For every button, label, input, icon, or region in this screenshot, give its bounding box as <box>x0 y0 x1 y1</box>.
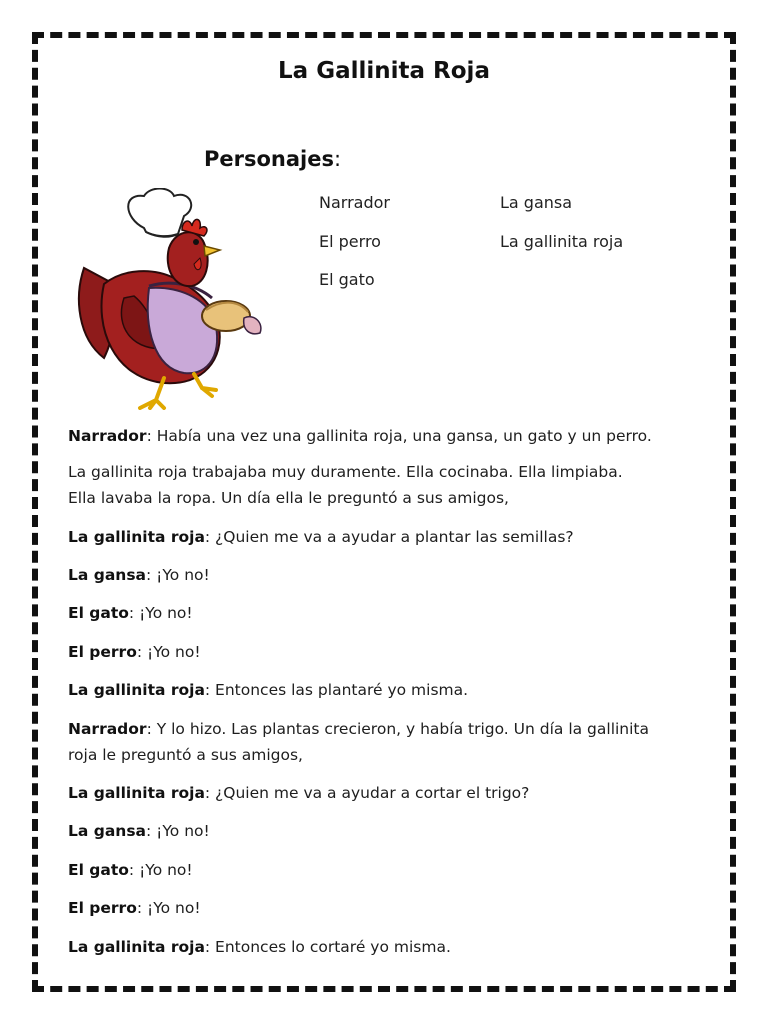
page-title: La Gallinita Roja <box>278 58 490 84</box>
story-line <box>68 717 649 741</box>
speaker-name: La gallinita roja <box>68 938 205 956</box>
characters-heading <box>204 147 341 171</box>
line-text: : ¿Quien me va a ayudar a cortar el trigo? <box>204 784 530 802</box>
line-text: : ¡Yo no! <box>146 822 210 840</box>
line-text: : Había una vez una gallinita roja, una gansa, un gato y un perro. <box>146 427 652 445</box>
line-text: : ¡Yo no! <box>136 643 201 661</box>
characters-heading-text: Personajes <box>204 147 334 171</box>
story-line <box>68 640 201 664</box>
line-text: : Entonces las plantaré yo misma. <box>204 681 469 699</box>
line-text: : ¡Yo no! <box>136 899 201 917</box>
story-line <box>68 678 468 702</box>
line-text: : Entonces lo cortaré yo misma. <box>204 938 451 956</box>
story-line <box>68 424 652 448</box>
story-line <box>68 743 303 767</box>
story-line <box>68 819 210 843</box>
speaker-name: El gato <box>68 604 129 622</box>
story-line <box>68 486 509 510</box>
speaker-name: El perro <box>68 899 137 917</box>
line-text: roja le preguntó a sus amigos, <box>68 746 303 764</box>
story-line <box>68 896 201 920</box>
speaker-name: La gallinita roja <box>68 784 205 802</box>
speaker-name: La gallinita roja <box>68 528 205 546</box>
page-border <box>32 32 736 992</box>
story-line <box>68 525 574 549</box>
story-line <box>68 460 623 484</box>
speaker-name: Narrador <box>68 720 147 738</box>
characters-heading-colon: : <box>333 147 342 171</box>
characters-list <box>319 193 679 303</box>
line-text: : ¡Yo no! <box>146 566 210 584</box>
character-item: El gato <box>319 270 375 289</box>
line-text: : ¿Quien me va a ayudar a plantar las semillas? <box>204 528 574 546</box>
line-text: Ella lavaba la ropa. Un día ella le preguntó a sus amigos, <box>68 489 509 507</box>
story-line <box>68 935 451 959</box>
story-line <box>68 858 193 882</box>
speaker-name: El perro <box>68 643 137 661</box>
story-line <box>68 601 193 625</box>
speaker-name: La gansa <box>68 566 147 584</box>
character-item: Narrador <box>319 193 390 212</box>
line-text: : ¡Yo no! <box>128 604 193 622</box>
line-text: : ¡Yo no! <box>128 861 193 879</box>
character-item: La gallinita roja <box>500 232 624 251</box>
story-line <box>68 563 210 587</box>
story-line <box>68 781 529 805</box>
speaker-name: La gallinita roja <box>68 681 205 699</box>
speaker-name: La gansa <box>68 822 147 840</box>
speaker-name: El gato <box>68 861 129 879</box>
character-item: El perro <box>319 232 381 251</box>
line-text: La gallinita roja trabajaba muy duramente. Ella cocinaba. Ella limpiaba. <box>68 463 623 481</box>
line-text: : Y lo hizo. Las plantas crecieron, y había trigo. Un día la gallinita <box>146 720 650 738</box>
character-item: La gansa <box>500 193 573 212</box>
speaker-name: Narrador <box>68 427 147 445</box>
red-hen-illustration <box>74 188 270 410</box>
